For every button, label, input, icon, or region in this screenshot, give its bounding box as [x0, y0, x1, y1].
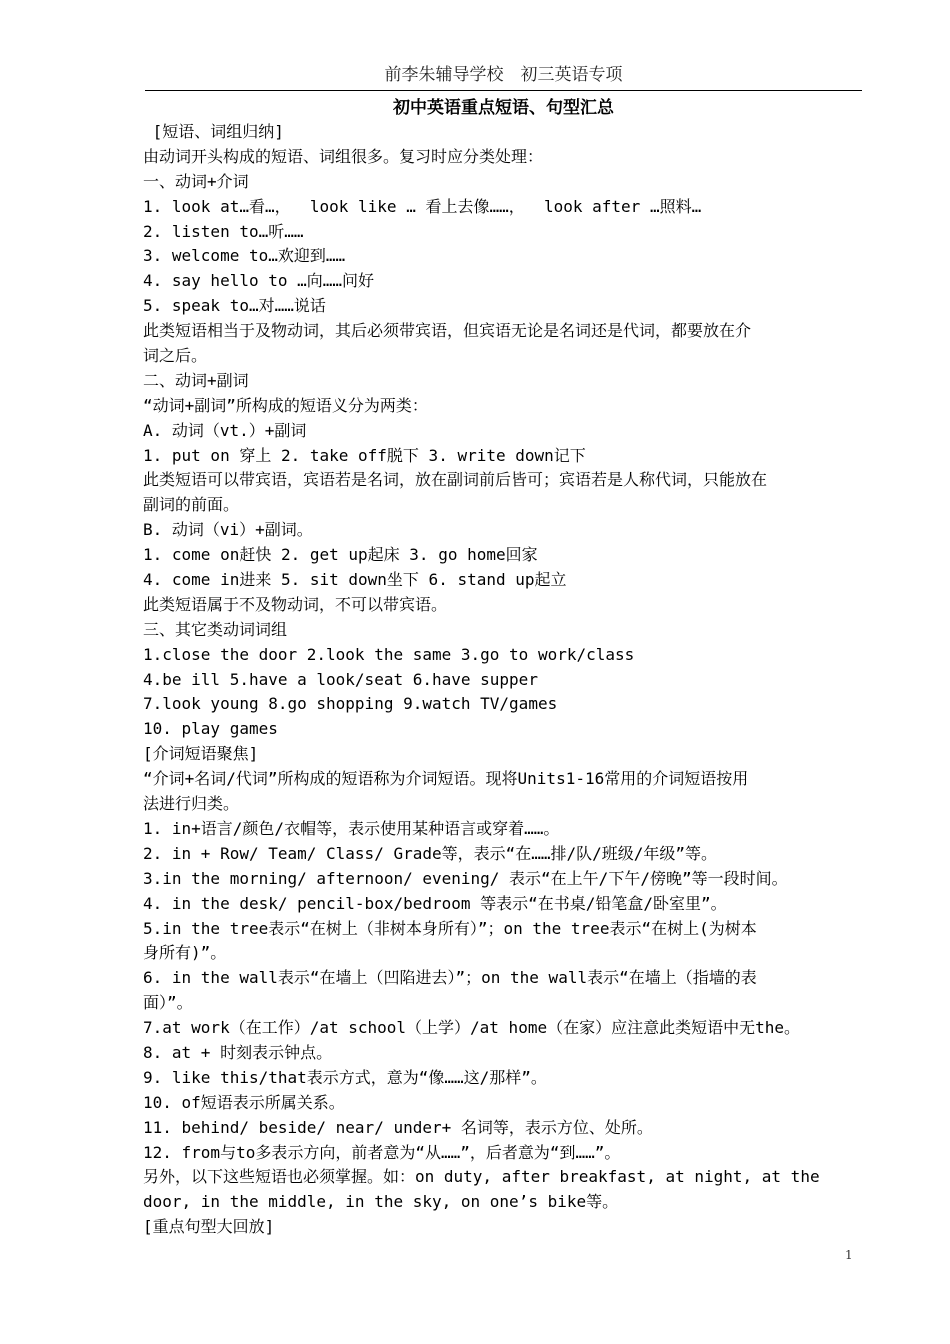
- text-line: 由动词开头构成的短语、词组很多。复习时应分类处理：: [143, 146, 544, 166]
- text-line: 4. say hello to …向……问好: [143, 271, 375, 291]
- text-line: 法进行归类。: [143, 794, 240, 814]
- text-line: 3. welcome to…欢迎到……: [143, 246, 346, 266]
- document-title: 初中英语重点短语、句型汇总: [393, 98, 614, 118]
- text-line: 此类短语相当于及物动词，其后必须带宾语，但宾语无论是名词还是代词，都要放在介: [143, 321, 752, 341]
- text-line: 1. in+语言/颜色/衣帽等，表示使用某种语言或穿着……。: [143, 818, 560, 838]
- text-line: [短语、词组归纳]: [143, 122, 284, 141]
- text-line: 1.close the door 2.look the same 3.go to work/class: [143, 644, 635, 664]
- text-line: A. 动词（vt.）+副词: [143, 420, 307, 440]
- page-header: [145, 62, 862, 91]
- text-line: B. 动词（vi）+副词。: [143, 520, 313, 540]
- text-line: 1. look at…看…， look like … 看上去像……， look after …照料…: [143, 196, 702, 216]
- text-line: 2. in + Row/ Team/ Class/ Grade等，表示“在……排/队/班级/年级”等。: [143, 843, 718, 863]
- text-line: 2. listen to…听……: [143, 221, 304, 241]
- text-line: 6. in the wall表示“在墙上（凹陷进去）”；on the wall表示“在墙上（指墙的表: [143, 968, 757, 988]
- text-line: [重点句型大回放]: [143, 1217, 275, 1237]
- text-line: 此类短语属于不及物动词，不可以带宾语。: [143, 594, 448, 614]
- text-line: 词之后。: [143, 346, 208, 366]
- text-line: 7.at work（在工作）/at school（上学）/at home（在家）应注意此类短语中无the。: [143, 1018, 800, 1038]
- text-line: 三、其它类动词词组: [143, 619, 288, 639]
- page-header-text: 前李朱辅导学校 初三英语专项: [384, 65, 623, 85]
- text-line: 4.be ill 5.have a look/seat 6.have supper: [143, 669, 538, 689]
- text-line: 此类短语可以带宾语，宾语若是名词，放在副词前后皆可；宾语若是人称代词，只能放在: [143, 470, 768, 490]
- text-line: 10. of短语表示所属关系。: [143, 1092, 345, 1112]
- text-line: 面）”。: [143, 993, 193, 1013]
- text-line: 5.in the tree表示“在树上（非树本身所有）”；on the tree表示“在树上(为树本: [143, 918, 757, 938]
- text-line: 9. like this/that表示方式，意为“像……这/那样”。: [143, 1067, 547, 1087]
- page-number: 1: [845, 1248, 853, 1262]
- text-line: [介词短语聚焦]: [143, 744, 259, 764]
- text-line: 4. come in进来 5. sit down坐下 6. stand up起立: [143, 570, 567, 590]
- text-line: 4. in the desk/ pencil-box/bedroom 等表示“在书桌/铅笔盒/卧室里”。: [143, 893, 727, 913]
- text-line: door, in the middle, in the sky, on one’s bike等。: [143, 1192, 619, 1212]
- text-line: 11. behind/ beside/ near/ under+ 名词等，表示方位、处所。: [143, 1117, 653, 1137]
- text-line: 另外，以下这些短语也必须掌握。如：on duty, after breakfast, at night, at the: [143, 1167, 820, 1187]
- text-line: “介词+名词/代词”所构成的短语称为介词短语。现将Units1-16常用的介词短语按用: [143, 769, 749, 789]
- text-line: 一、动词+介词: [143, 171, 249, 191]
- text-line: 7.look young 8.go shopping 9.watch TV/games: [143, 694, 558, 714]
- text-line: 二、动词+副词: [143, 370, 249, 390]
- text-line: 10. play games: [143, 719, 278, 739]
- document-body: [143, 120, 865, 1240]
- text-line: 1. put on 穿上 2. take off脱下 3. write down记下: [143, 445, 586, 465]
- text-line: 身所有)”。: [143, 943, 227, 963]
- text-line: 8. at + 时刻表示钟点。: [143, 1042, 333, 1062]
- text-line: 5. speak to…对……说话: [143, 296, 326, 316]
- text-line: 副词的前面。: [143, 495, 240, 515]
- text-line: “动词+副词”所构成的短语义分为两类：: [143, 395, 428, 415]
- text-line: 1. come on赶快 2. get up起床 3. go home回家: [143, 545, 538, 565]
- text-line: 3.in the morning/ afternoon/ evening/ 表示“在上午/下午/傍晚”等一段时间。: [143, 868, 788, 888]
- text-line: 12. from与to多表示方向，前者意为“从……”，后者意为“到……”。: [143, 1142, 621, 1162]
